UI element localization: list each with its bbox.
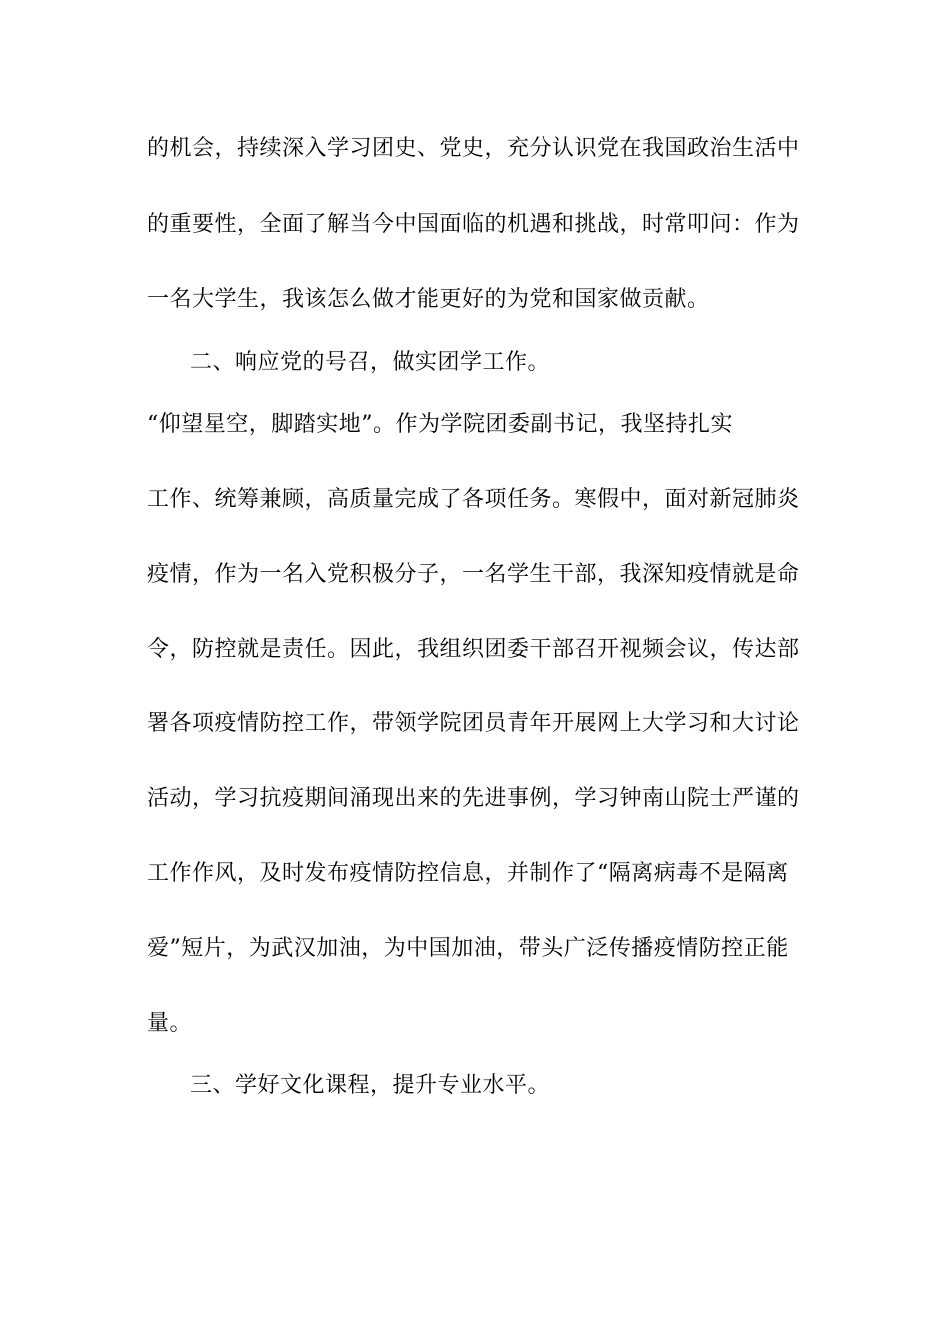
- text-line: 的机会，持续深入学习团史、党史，充分认识党在我国政治生活中: [147, 136, 800, 161]
- text-line: 量。: [147, 1011, 193, 1036]
- text-line: 爱”短片，为武汉加油，为中国加油，带头广泛传播疫情防控正能: [147, 936, 789, 961]
- text-line: 工作作风，及时发布疫情防控信息，并制作了“隔离病毒不是隔离: [147, 861, 789, 886]
- text-line: 疫情，作为一名入党积极分子，一名学生干部，我深知疫情就是命: [147, 562, 800, 587]
- section-heading: 三、学好文化课程，提升专业水平。: [190, 1073, 551, 1098]
- text-line: 的重要性，全面了解当今中国面临的机遇和挑战，时常叩问：作为: [147, 212, 800, 237]
- text-line: “仰望星空，脚踏实地”。作为学院团委副书记，我坚持扎实: [147, 412, 733, 437]
- text-line: 令，防控就是责任。因此，我组织团委干部召开视频会议，传达部: [147, 637, 800, 662]
- text-line: 工作、统筹兼顾，高质量完成了各项任务。寒假中，面对新冠肺炎: [147, 487, 800, 512]
- text-line: 一名大学生，我该怎么做才能更好的为党和国家做贡献。: [147, 287, 710, 312]
- text-line: 署各项疫情防控工作，带领学院团员青年开展网上大学习和大讨论: [147, 711, 800, 736]
- text-line: 活动，学习抗疫期间涌现出来的先进事例，学习钟南山院士严谨的: [147, 786, 800, 811]
- section-heading: 二、响应党的号召，做实团学工作。: [190, 350, 551, 375]
